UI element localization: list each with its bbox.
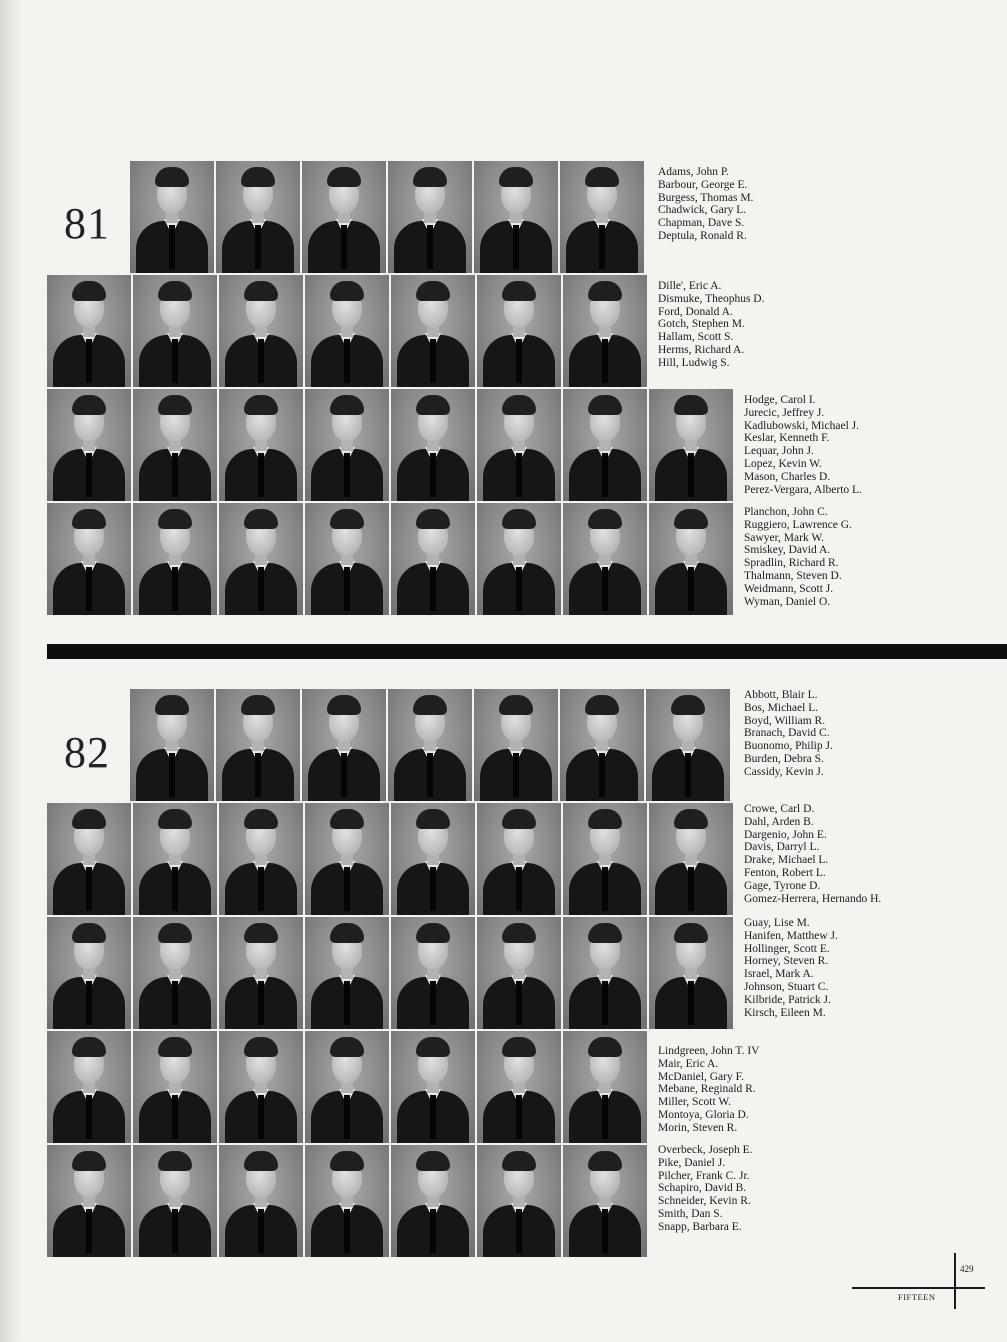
cadet-name: Gomez-Herrera, Hernando H.	[744, 892, 882, 905]
cadet-name: Schapiro, David B.	[658, 1182, 747, 1195]
cadet-portrait	[133, 917, 217, 1029]
cadet-name: Burgess, Thomas M.	[658, 191, 754, 204]
cadet-portrait	[563, 275, 647, 387]
cadet-name: Davis, Darryl L.	[744, 841, 820, 854]
cadet-portrait	[47, 389, 131, 501]
cadet-name: Mair, Eric A.	[658, 1057, 719, 1070]
cadet-name: Overbeck, Joseph E.	[658, 1144, 753, 1156]
cadet-name: Spradlin, Richard R.	[744, 557, 839, 570]
cadet-portrait	[649, 389, 733, 501]
cadet-portrait	[560, 689, 644, 801]
page-binding-shadow	[0, 0, 24, 1342]
cadet-portrait	[305, 917, 389, 1029]
photo-row	[47, 275, 647, 387]
cadet-name: Schneider, Kevin R.	[658, 1195, 751, 1208]
cadet-portrait	[219, 1145, 303, 1257]
cadet-name: Chapman, Dave S.	[658, 217, 745, 230]
cadet-portrait	[47, 803, 131, 915]
cadet-name: Ruggiero, Lawrence G.	[744, 518, 852, 531]
cadet-portrait	[302, 689, 386, 801]
cadet-portrait	[219, 1031, 303, 1143]
cadet-name: Chadwick, Gary L.	[658, 204, 747, 217]
cadet-name: Gotch, Stephen M.	[658, 318, 745, 331]
cadet-portrait	[563, 917, 647, 1029]
cadet-portrait	[477, 1145, 561, 1257]
cadet-portrait	[219, 275, 303, 387]
cadet-portrait	[391, 803, 475, 915]
cadet-name: Hallam, Scott S.	[658, 331, 734, 344]
cadet-name: Mason, Charles D.	[744, 470, 831, 483]
photo-row	[130, 161, 644, 273]
cadet-name: Mebane, Reginald R.	[658, 1083, 756, 1096]
cadet-portrait	[219, 803, 303, 915]
cadet-portrait	[388, 689, 472, 801]
cadet-name: Hodge, Carol I.	[744, 394, 816, 406]
cadet-portrait	[133, 275, 217, 387]
footer-rule-vertical	[954, 1253, 956, 1309]
photo-row	[47, 917, 733, 1029]
cadet-name: Snapp, Barbara E.	[658, 1220, 742, 1233]
cadet-portrait	[563, 389, 647, 501]
cadet-name: Dargenio, John E.	[744, 828, 827, 841]
cadet-name: Lopez, Kevin W.	[744, 457, 822, 470]
footer-rule-horizontal	[852, 1287, 985, 1289]
cadet-name: Crowe, Carl D.	[744, 803, 815, 815]
cadet-portrait	[391, 1031, 475, 1143]
name-list	[744, 689, 833, 779]
cadet-portrait	[216, 689, 300, 801]
cadet-portrait	[130, 161, 214, 273]
cadet-portrait	[477, 503, 561, 615]
cadet-name: Ford, Donald A.	[658, 305, 733, 318]
cadet-portrait	[133, 803, 217, 915]
cadet-portrait	[649, 917, 733, 1029]
cadet-portrait	[47, 503, 131, 615]
cadet-portrait	[391, 1145, 475, 1257]
cadet-name: Herms, Richard A.	[658, 343, 745, 356]
cadet-name: Weidmann, Scott J.	[744, 582, 834, 595]
cadet-name: Lindgreen, John T. IV	[658, 1045, 760, 1057]
cadet-portrait	[219, 389, 303, 501]
cadet-name: Smiskey, David A.	[744, 544, 831, 557]
cadet-portrait	[47, 275, 131, 387]
cadet-name: Branach, David C.	[744, 727, 830, 740]
cadet-name: Johnson, Stuart C.	[744, 980, 829, 993]
photo-row	[47, 389, 733, 501]
company-82-number: 82	[64, 728, 110, 777]
cadet-name: Kilbride, Patrick J.	[744, 993, 831, 1006]
cadet-name: Sawyer, Mark W.	[744, 531, 825, 544]
cadet-portrait	[133, 389, 217, 501]
cadet-portrait	[477, 389, 561, 501]
cadet-name: Abbott, Blair L.	[744, 689, 818, 701]
photo-row	[47, 803, 733, 915]
cadet-name: Wyman, Daniel O.	[744, 595, 831, 608]
cadet-portrait	[477, 803, 561, 915]
cadet-name: Planchon, John C.	[744, 506, 828, 518]
section-label: FIFTEEN	[898, 1292, 936, 1302]
name-list	[658, 280, 764, 370]
cadet-portrait	[305, 1031, 389, 1143]
cadet-name: Israel, Mark A.	[744, 968, 814, 981]
cadet-portrait	[302, 161, 386, 273]
cadet-portrait	[563, 1145, 647, 1257]
cadet-portrait	[474, 161, 558, 273]
cadet-name: Fenton, Robert L.	[744, 866, 826, 879]
name-list	[744, 917, 838, 1019]
cadet-portrait	[305, 1145, 389, 1257]
cadet-name: Horney, Steven R.	[744, 955, 829, 968]
page-number: 429	[960, 1264, 974, 1274]
cadet-portrait	[219, 917, 303, 1029]
cadet-portrait	[560, 161, 644, 273]
cadet-portrait	[133, 1031, 217, 1143]
cadet-portrait	[305, 275, 389, 387]
cadet-name: Smith, Dan S.	[658, 1207, 723, 1220]
cadet-name: Guay, Lise M.	[744, 917, 810, 929]
cadet-portrait	[391, 389, 475, 501]
cadet-portrait	[133, 503, 217, 615]
cadet-name: Morin, Steven R.	[658, 1121, 738, 1134]
cadet-name: Gage, Tyrone D.	[744, 879, 821, 892]
cadet-name: Thalmann, Steven D.	[744, 569, 842, 582]
cadet-name: Hanifen, Matthew J.	[744, 929, 838, 942]
cadet-name: Kadlubowski, Michael J.	[744, 419, 859, 432]
name-list	[744, 394, 862, 496]
cadet-name: Pilcher, Frank C. Jr.	[658, 1169, 750, 1182]
cadet-name: Boyd, William R.	[744, 714, 826, 727]
cadet-portrait	[391, 275, 475, 387]
cadet-portrait	[388, 161, 472, 273]
cadet-portrait	[391, 917, 475, 1029]
name-list	[658, 1144, 753, 1234]
cadet-name: Burden, Debra S.	[744, 752, 824, 765]
cadet-portrait	[130, 689, 214, 801]
cadet-portrait	[216, 161, 300, 273]
cadet-portrait	[474, 689, 558, 801]
cadet-portrait	[563, 503, 647, 615]
photo-row	[47, 1145, 647, 1257]
cadet-name: Dille', Eric A.	[658, 280, 722, 292]
cadet-portrait	[47, 1031, 131, 1143]
cadet-portrait	[305, 389, 389, 501]
cadet-name: Montoya, Gloria D.	[658, 1108, 749, 1121]
cadet-portrait	[563, 1031, 647, 1143]
cadet-name: Cassidy, Kevin J.	[744, 765, 824, 778]
cadet-name: Dismuke, Theophus D.	[658, 292, 765, 305]
cadet-portrait	[477, 1031, 561, 1143]
cadet-name: Keslar, Kenneth F.	[744, 432, 830, 445]
cadet-portrait	[649, 803, 733, 915]
cadet-portrait	[391, 503, 475, 615]
cadet-portrait	[133, 1145, 217, 1257]
cadet-portrait	[47, 917, 131, 1029]
name-list	[658, 1045, 759, 1135]
cadet-name: McDaniel, Gary F.	[658, 1070, 744, 1083]
cadet-portrait	[477, 917, 561, 1029]
photo-row	[47, 1031, 647, 1143]
cadet-name: Deptula, Ronald R.	[658, 229, 747, 242]
cadet-portrait	[219, 503, 303, 615]
name-list	[658, 166, 753, 243]
cadet-name: Buonomo, Philip J.	[744, 740, 833, 753]
cadet-portrait	[305, 803, 389, 915]
cadet-name: Pike, Daniel J.	[658, 1156, 726, 1169]
name-list	[744, 803, 881, 905]
company-81-number: 81	[64, 199, 110, 248]
cadet-name: Barbour, George E.	[658, 178, 748, 191]
cadet-portrait	[305, 503, 389, 615]
cadet-name: Dahl, Arden B.	[744, 815, 814, 828]
photo-row	[130, 689, 730, 801]
section-divider	[47, 644, 1007, 659]
photo-row	[47, 503, 733, 615]
cadet-name: Lequar, John J.	[744, 445, 814, 458]
cadet-name: Drake, Michael L.	[744, 854, 829, 867]
cadet-portrait	[646, 689, 730, 801]
cadet-portrait	[47, 1145, 131, 1257]
cadet-portrait	[477, 275, 561, 387]
cadet-name: Hill, Ludwig S.	[658, 356, 730, 369]
cadet-name: Jurecic, Jeffrey J.	[744, 406, 825, 419]
cadet-name: Perez-Vergara, Alberto L.	[744, 483, 862, 496]
cadet-portrait	[649, 503, 733, 615]
cadet-name: Kirsch, Eileen M.	[744, 1006, 826, 1019]
name-list	[744, 506, 852, 608]
cadet-name: Hollinger, Scott E.	[744, 942, 830, 955]
cadet-portrait	[563, 803, 647, 915]
cadet-name: Miller, Scott W.	[658, 1096, 732, 1109]
cadet-name: Bos, Michael L.	[744, 701, 819, 714]
cadet-name: Adams, John P.	[658, 166, 729, 178]
